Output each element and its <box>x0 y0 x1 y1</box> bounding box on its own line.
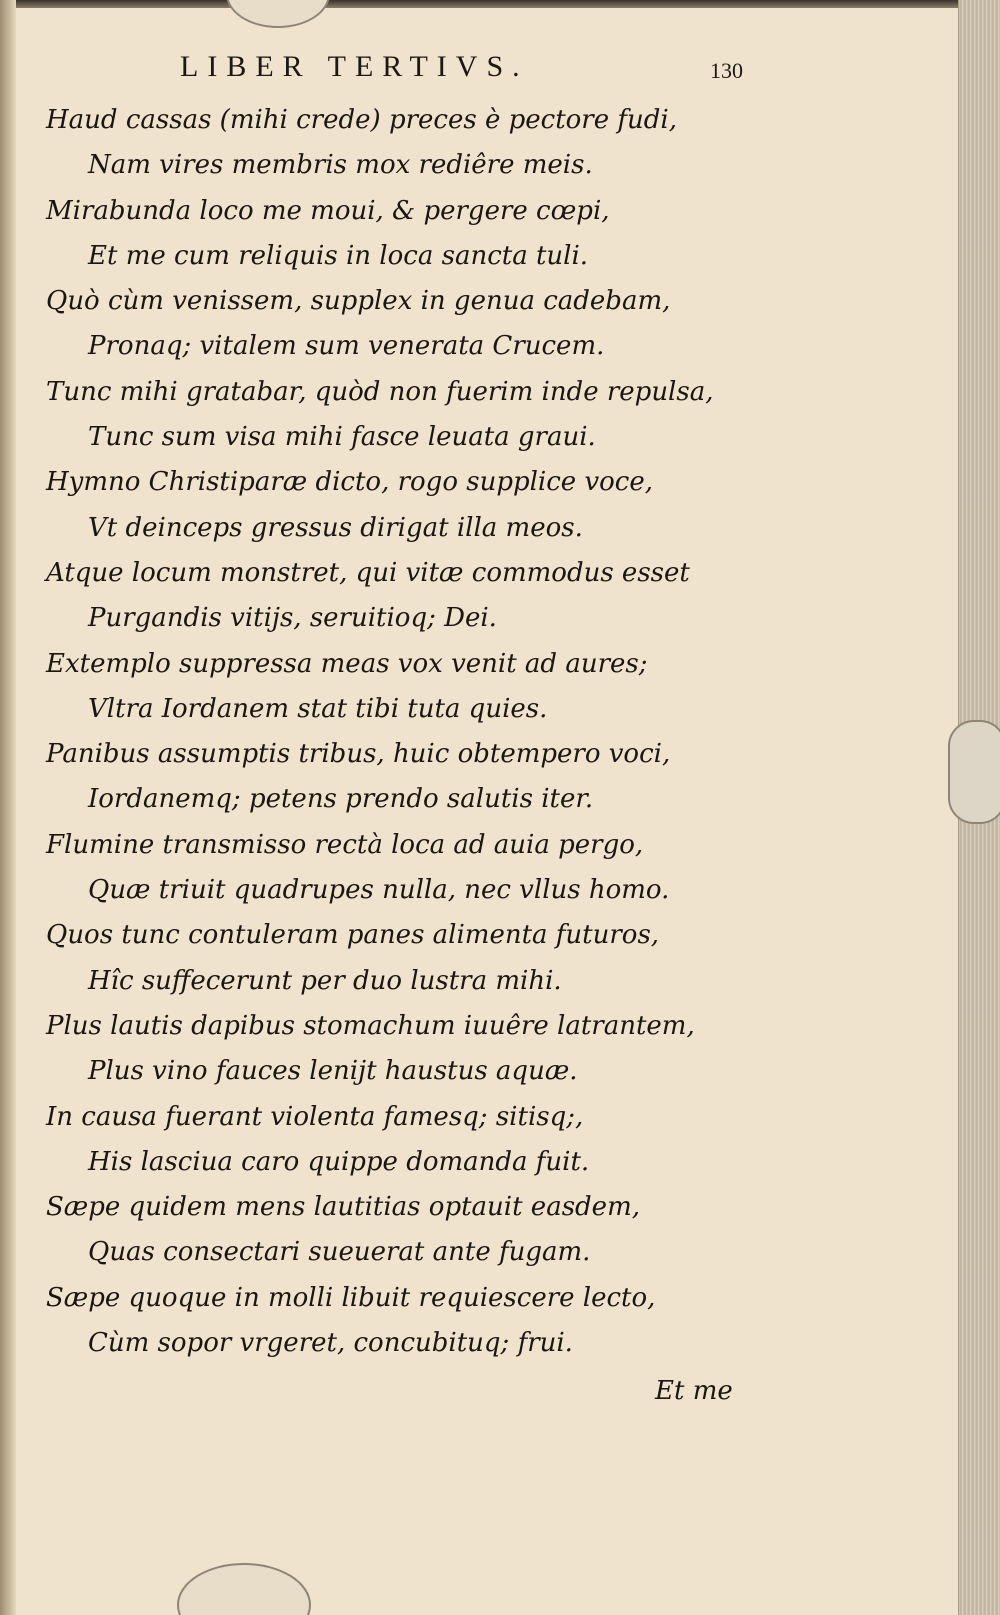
verse-line: Flumine transmisso rectà loca ad auia pergo, <box>46 829 644 860</box>
verse-line: Et me cum reliquis in loca sancta tuli. <box>88 240 589 271</box>
verse-line: Nam vires membris mox rediêre meis. <box>88 150 593 181</box>
verse-line: His lasciua caro quippe domanda fuit. <box>88 1146 590 1177</box>
book-clasp <box>948 720 1000 824</box>
folio-number: 130 <box>710 58 743 83</box>
running-title: LIBER TERTIVS. <box>180 50 529 83</box>
verse-line: Vltra Iordanem stat tibi tuta quies. <box>88 693 548 724</box>
verse-line: Iordanemq; petens prendo salutis iter. <box>88 784 594 815</box>
verse-line: Atque locum monstret, qui vitæ commodus esset <box>46 557 690 588</box>
verse-line: Cùm sopor vrgeret, concubituq; frui. <box>88 1328 573 1359</box>
verse-line: Quas consectari sueuerat ante fugam. <box>88 1237 591 1268</box>
verse-text <box>0 98 950 1366</box>
verse-line: Hîc suffecerunt per duo lustra mihi. <box>88 965 562 996</box>
verse-line: Tunc sum visa mihi fasce leuata graui. <box>88 422 596 453</box>
verse-line: Quò cùm venissem, supplex in genua cadebam, <box>46 286 671 317</box>
verse-line: Quos tunc contuleram panes alimenta futuros, <box>46 920 660 951</box>
verse-line: Plus vino fauces lenijt haustus aquæ. <box>88 1056 578 1087</box>
verse-line: Quæ triuit quadrupes nulla, nec vllus homo. <box>88 875 670 906</box>
binding-ring-bottom <box>177 1563 311 1615</box>
verse-line: Sæpe quidem mens lautitias optauit easdem, <box>46 1192 640 1223</box>
verse-line: Purgandis vitijs, seruitioq; Dei. <box>88 603 497 634</box>
verse-line: Hymno Christiparæ dicto, rogo supplice voce, <box>46 467 654 498</box>
verse-line: Haud cassas (mihi crede) preces è pectore fudi, <box>46 105 677 135</box>
binding-ring-top <box>226 0 330 28</box>
verse-line: Sæpe quoque in molli libuit requiescere lecto, <box>46 1282 656 1313</box>
book-top-edge <box>0 0 1000 8</box>
verse-line: Tunc mihi gratabar, quòd non fuerim inde repulsa, <box>46 376 714 407</box>
catchword: Et me <box>655 1376 733 1406</box>
verse-line: Plus lautis dapibus stomachum iuuêre latrantem, <box>46 1010 695 1041</box>
verse-line: Panibus assumptis tribus, huic obtempero voci, <box>46 739 671 770</box>
verse-line: In causa fuerant violenta famesq; sitisq;, <box>46 1101 584 1132</box>
verse-line: Vt deinceps gressus dirigat illa meos. <box>88 512 583 543</box>
verse-line: Extemplo suppressa meas vox venit ad aures; <box>46 648 648 679</box>
verse-line: Pronaq; vitalem sum venerata Crucem. <box>88 331 605 362</box>
verse-line: Mirabunda loco me moui, & pergere cœpi, <box>46 195 610 226</box>
